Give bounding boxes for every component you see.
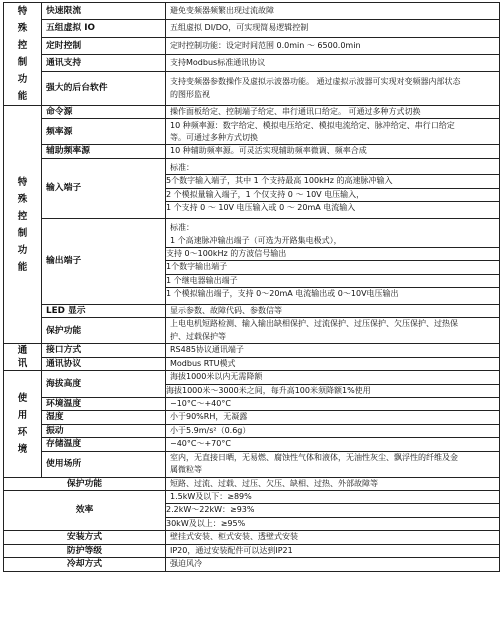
row-label: 保护功能 bbox=[4, 477, 166, 490]
value-line: RS485协议通讯端子 bbox=[170, 345, 244, 355]
spec-row bbox=[4, 304, 500, 317]
value-line: 1 个继电器输出端子 bbox=[166, 274, 500, 287]
row-value bbox=[166, 451, 500, 477]
spec-row bbox=[4, 477, 500, 490]
row-value bbox=[166, 357, 500, 371]
row-label: 命令源 bbox=[42, 106, 166, 119]
row-label: 使用场所 bbox=[42, 451, 166, 477]
row-value bbox=[166, 558, 500, 571]
row-value bbox=[166, 531, 500, 544]
value-line: 小于5.9m/s²（0.6g） bbox=[170, 425, 251, 435]
spec-row bbox=[4, 398, 500, 411]
row-value bbox=[166, 119, 500, 145]
value-line: 标准： bbox=[170, 163, 194, 172]
category-char: 用 bbox=[17, 409, 28, 421]
value-line: 五组虚拟 DI/DO，可实现简易逻辑控制 bbox=[170, 23, 309, 33]
spec-row bbox=[4, 531, 500, 544]
spec-row bbox=[4, 72, 500, 106]
value-line: −10°C～+40°C bbox=[170, 399, 231, 409]
value-line: 标准： bbox=[170, 223, 194, 233]
row-label: 通讯支持 bbox=[42, 54, 166, 71]
spec-row bbox=[4, 371, 500, 398]
row-label: LED 显示 bbox=[42, 304, 166, 317]
value-line: 1 个模拟输出端子，支持 0～20mA 电流输出或 0～10V电压输出 bbox=[166, 287, 500, 300]
spec-row bbox=[4, 558, 500, 571]
value-line: IP20，通过安装配件可以达到IP21 bbox=[170, 545, 293, 555]
category-char: 能 bbox=[17, 261, 28, 273]
value-line: 海拔1000米～3000米之间，每升高100米须降额1%使用 bbox=[166, 384, 500, 397]
row-value bbox=[166, 145, 500, 158]
row-value bbox=[166, 3, 500, 20]
row-value bbox=[166, 438, 500, 451]
row-label: 接口方式 bbox=[42, 344, 166, 358]
category-char: 制 bbox=[17, 227, 28, 239]
row-label: 快速限流 bbox=[42, 3, 166, 20]
row-label: 海拔高度 bbox=[42, 371, 166, 398]
row-label: 防护等级 bbox=[4, 544, 166, 557]
spec-row bbox=[4, 318, 500, 344]
row-label: 保护功能 bbox=[42, 318, 166, 344]
value-line: 1 个高速脉冲输出端子（可选为开路集电极式）， bbox=[170, 235, 342, 245]
spec-row bbox=[4, 106, 500, 119]
value-line: 避免变频器频繁出现过流故障 bbox=[170, 5, 274, 15]
value-line: 室内，无直接日晒，无易燃、腐蚀性气体和液体，无油性灰尘、飘浮性的纤维及金 bbox=[170, 452, 458, 462]
value-line: 海拔1000米以内无需降额 bbox=[170, 372, 263, 382]
row-label: 定时控制 bbox=[42, 37, 166, 54]
value-line: 2.2kW～22kW：≥93% bbox=[166, 503, 500, 516]
spec-row bbox=[4, 438, 500, 451]
spec-row bbox=[4, 20, 500, 37]
row-label: 输入端子 bbox=[42, 158, 166, 218]
row-value bbox=[166, 411, 500, 424]
row-label: 辅助频率源 bbox=[42, 145, 166, 158]
spec-row bbox=[4, 119, 500, 145]
row-label: 环境温度 bbox=[42, 398, 166, 411]
category-char: 使 bbox=[17, 392, 28, 404]
spec-row bbox=[4, 145, 500, 158]
row-label: 冷却方式 bbox=[4, 558, 166, 571]
category-cell bbox=[4, 106, 42, 344]
row-value bbox=[166, 54, 500, 71]
row-label: 强大的后台软件 bbox=[42, 72, 166, 106]
row-value bbox=[166, 37, 500, 54]
spec-row bbox=[4, 491, 500, 531]
row-value bbox=[166, 318, 500, 344]
spec-row bbox=[4, 357, 500, 371]
category-char: 控 bbox=[17, 40, 28, 51]
category-cell bbox=[4, 3, 42, 106]
row-value bbox=[166, 491, 500, 531]
row-label: 存储温度 bbox=[42, 438, 166, 451]
spec-row bbox=[4, 54, 500, 71]
row-value bbox=[166, 477, 500, 490]
row-value bbox=[166, 304, 500, 317]
value-line: Modbus RTU模式 bbox=[170, 358, 236, 368]
row-value bbox=[166, 20, 500, 37]
row-value bbox=[166, 544, 500, 557]
row-label: 效率 bbox=[4, 491, 166, 531]
value-line: −40°C～+70°C bbox=[170, 439, 231, 449]
category-char: 特 bbox=[17, 176, 28, 188]
value-line: 强迫风冷 bbox=[170, 559, 202, 569]
category-char: 殊 bbox=[17, 23, 28, 34]
category-char: 讯 bbox=[17, 358, 28, 370]
row-label: 五组虚拟 IO bbox=[42, 20, 166, 37]
value-line: 2 个模拟量输入端子，1 个仅支持 0 ～ 10V 电压输入， bbox=[166, 188, 500, 201]
category-cell bbox=[4, 344, 42, 371]
row-value bbox=[166, 158, 500, 218]
category-char: 通 bbox=[17, 345, 28, 357]
row-label: 频率源 bbox=[42, 119, 166, 145]
value-line: 支持 0～100kHz 的方波信号输出 bbox=[166, 247, 500, 260]
row-value bbox=[166, 398, 500, 411]
value-line: 小于90%RH，无凝露 bbox=[170, 412, 248, 422]
category-char: 殊 bbox=[17, 193, 28, 205]
spec-table-container bbox=[3, 2, 499, 572]
row-value bbox=[166, 106, 500, 119]
row-label: 通讯协议 bbox=[42, 357, 166, 371]
value-line: 护、过载保护等 bbox=[170, 331, 226, 341]
value-line: 定时控制功能：设定时间范围 0.0min ～ 6500.0min bbox=[170, 40, 361, 50]
value-line: 10 种频率源：数字给定、模拟电压给定、模拟电流给定、脉冲给定、串行口给定 bbox=[170, 120, 455, 130]
category-char: 制 bbox=[17, 57, 28, 68]
category-char: 境 bbox=[17, 443, 28, 455]
spec-row bbox=[4, 218, 500, 304]
row-value bbox=[166, 72, 500, 106]
row-label: 安装方式 bbox=[4, 531, 166, 544]
category-cell bbox=[4, 371, 42, 477]
value-line: 短路、过流、过载、过压、欠压、缺相、过热、外部故障等 bbox=[170, 478, 378, 488]
value-line: 上电电机短路检测、输入输出缺相保护、过流保护、过压保护、欠压保护、过热保 bbox=[170, 319, 458, 329]
row-label: 湿度 bbox=[42, 411, 166, 424]
value-line: 的图形监视 bbox=[170, 89, 210, 99]
row-label: 振动 bbox=[42, 424, 166, 437]
value-line: 壁挂式安装、柜式安装、透壁式安装 bbox=[170, 532, 298, 542]
spec-row bbox=[4, 158, 500, 218]
spec-table bbox=[3, 2, 500, 572]
spec-row bbox=[4, 411, 500, 424]
category-char: 功 bbox=[17, 74, 28, 85]
row-value bbox=[166, 218, 500, 304]
category-char: 控 bbox=[17, 210, 28, 222]
value-line: 10 种辅助频率源。可灵活实现辅助频率微调、频率合成 bbox=[170, 146, 367, 156]
row-value bbox=[166, 424, 500, 437]
spec-row bbox=[4, 544, 500, 557]
value-line: 30kW及以上：≥95% bbox=[166, 517, 500, 530]
value-line: 1 个支持 0 ～ 10V 电压输入或 0 ～ 20mA 电流输入 bbox=[166, 201, 500, 214]
value-line: 1个数字输出端子 bbox=[166, 260, 500, 273]
value-line: 支持Modbus标准通讯协议 bbox=[170, 57, 266, 67]
category-char: 特 bbox=[17, 6, 28, 17]
category-char: 能 bbox=[17, 91, 28, 102]
category-char: 功 bbox=[17, 244, 28, 256]
value-line: 操作面板给定、控制端子给定、串行通讯口给定。 可通过多种方式切换 bbox=[170, 107, 421, 116]
spec-row bbox=[4, 344, 500, 358]
row-value bbox=[166, 344, 500, 358]
value-line: 支持变频器参数操作及虚拟示波器功能。 通过虚拟示波器可实现对变频器内部状态 bbox=[170, 77, 461, 87]
value-line: 1.5kW及以下：≥89% bbox=[170, 492, 252, 502]
spec-row bbox=[4, 3, 500, 20]
spec-row bbox=[4, 451, 500, 477]
spec-row bbox=[4, 424, 500, 437]
category-char: 环 bbox=[17, 426, 28, 438]
row-label: 输出端子 bbox=[42, 218, 166, 304]
value-line: 属微粒等 bbox=[170, 465, 202, 475]
value-line: 等。可通过多种方式切换 bbox=[170, 132, 258, 142]
value-line: 显示参数、故障代码、参数信等 bbox=[170, 305, 282, 315]
spec-row bbox=[4, 37, 500, 54]
row-value bbox=[166, 371, 500, 398]
value-line: 5个数字输入端子，其中 1 个支持最高 100kHz 的高速脉冲输入 bbox=[166, 174, 500, 187]
